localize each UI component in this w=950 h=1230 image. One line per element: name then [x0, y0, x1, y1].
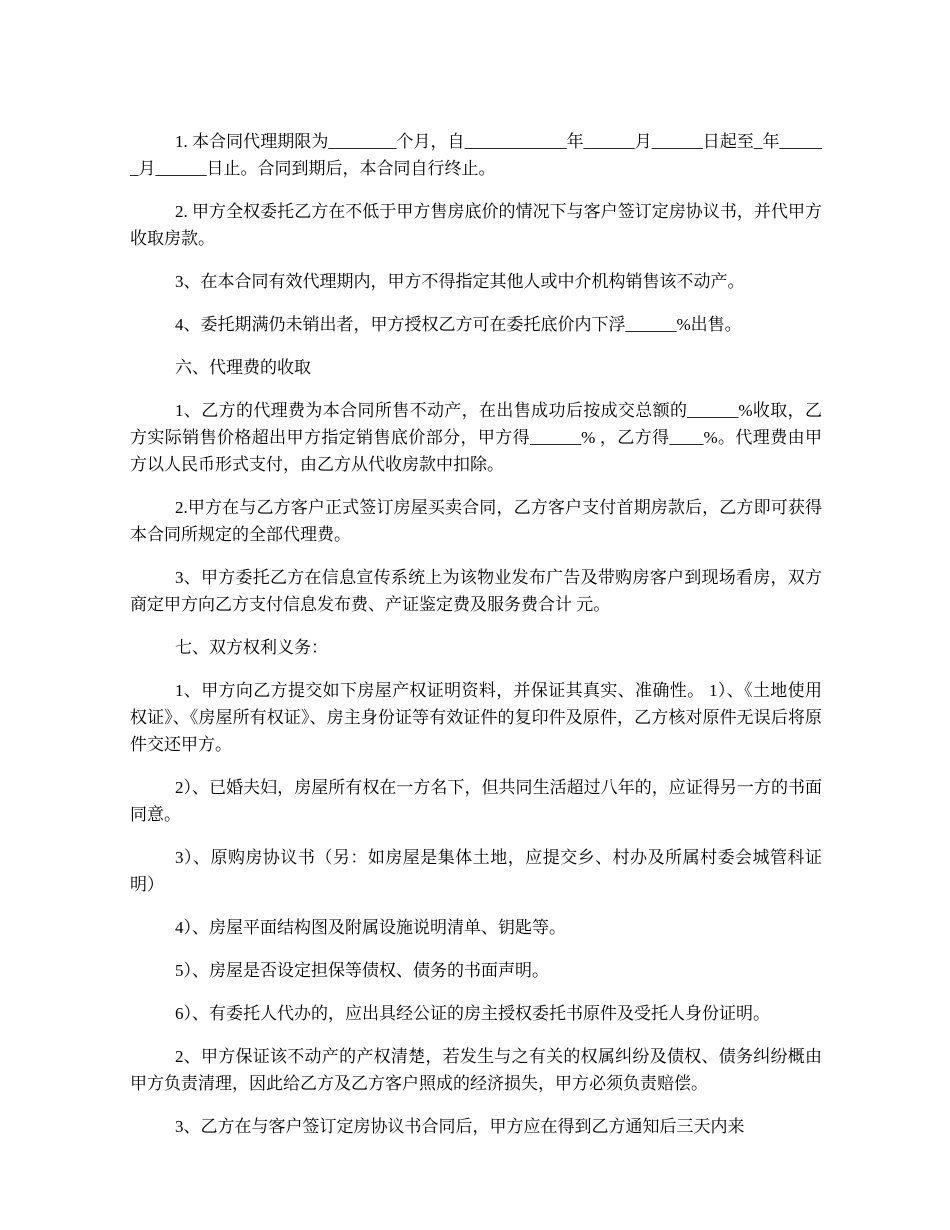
paragraph: 3、甲方委托乙方在信息宣传系统上为该物业发布广告及带购房客户到现场看房，双方商定甲方向乙方支付信息发布费、产证鉴定费及服务费合计 元。 — [130, 568, 822, 614]
document-body — [130, 128, 822, 1140]
paragraph: 6）、有委托人代办的，应出具经公证的房主授权委托书原件及受托人身份证明。 — [175, 1004, 770, 1023]
paragraph: 2、甲方保证该不动产的产权清楚，若发生与之有关的权属纠纷及债权、债务纠纷概由甲方负责清理，因此给乙方及乙方客户照成的经济损失，甲方必须负责赔偿。 — [130, 1047, 822, 1093]
paragraph: 3、在本合同有效代理期内，甲方不得指定其他人或中介机构销售该不动产。 — [175, 272, 745, 291]
paragraph: 2.甲方在与乙方客户正式签订房屋买卖合同，乙方客户支付首期房款后，乙方即可获得本合同所规定的全部代理费。 — [130, 498, 822, 544]
paragraph: 3、乙方在与客户签订定房协议书合同后，甲方应在得到乙方通知后三天内来 — [175, 1117, 745, 1136]
paragraph: 4）、房屋平面结构图及附属设施说明清单、钥匙等。 — [175, 918, 566, 937]
paragraph: 5）、房屋是否设定担保等债权、债务的书面声明。 — [175, 961, 549, 980]
paragraph: 1、乙方的代理费为本合同所售不动产，在出售成功后按成交总额的______%收取，乙方实际销售价格超出甲方指定销售底价部分，甲方得______% ，乙方得____%。代理费由甲方以人民币形式支付，由乙方从代收房款中扣除。 — [130, 401, 822, 474]
paragraph: 七、双方权利义务： — [175, 638, 328, 657]
paragraph: 3）、原购房协议书（另：如房屋是集体土地，应提交乡、村办及所属村委会城管科证明） — [130, 848, 822, 894]
paragraph: 4、委托期满仍未销出者，甲方授权乙方可在委托底价内下浮______%出售。 — [175, 315, 742, 334]
paragraph: 1、甲方向乙方提交如下房屋产权证明资料，并保证其真实、准确性。 1）、《土地使用权证》、《房屋所有权证》、房主身份证等有效证件的复印件及原件，乙方核对原件无误后将原件交还甲方。 — [130, 681, 822, 754]
paragraph: 2. 甲方全权委托乙方在不低于甲方售房底价的情况下与客户签订定房协议书，并代甲方收取房款。 — [130, 202, 822, 248]
paragraph: 六、代理费的收取 — [175, 358, 311, 377]
paragraph: 2）、已婚夫妇，房屋所有权在一方名下，但共同生活超过八年的，应证得另一方的书面同意。 — [130, 778, 822, 824]
paragraph: 1. 本合同代理期限为________个月，自____________年______月______日起至_年______月______日止。合同到期后，本合同自行终止。 — [130, 132, 822, 178]
